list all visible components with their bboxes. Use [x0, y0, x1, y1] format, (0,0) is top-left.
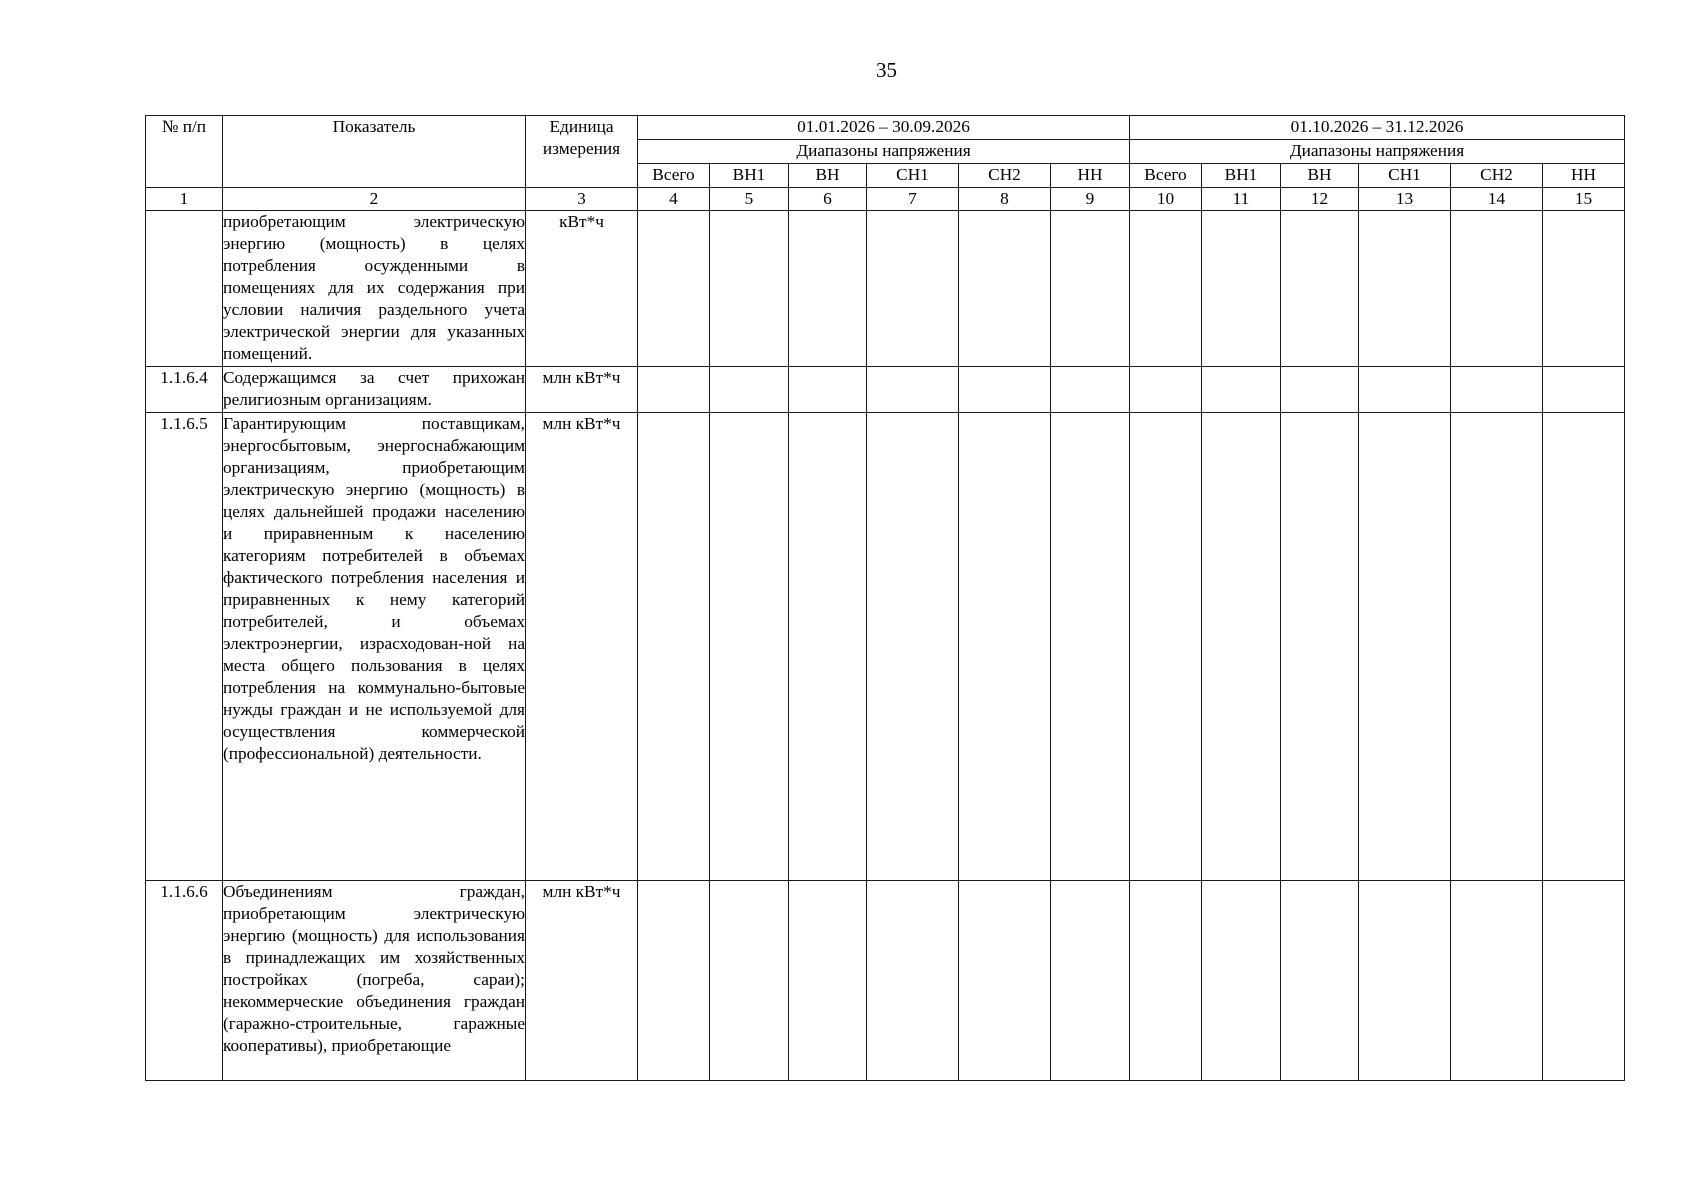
row-indicator: Содержащимся за счет прихожан религиозным организациям. — [223, 367, 526, 413]
value-cell — [1543, 211, 1625, 367]
header-period-1: 01.01.2026 – 30.09.2026 — [638, 116, 1130, 140]
column-number: 6 — [789, 188, 867, 211]
column-number: 9 — [1051, 188, 1130, 211]
value-cell — [1451, 413, 1543, 881]
header-ranges-1: Диапазоны напряжения — [638, 140, 1130, 164]
value-cell — [867, 413, 959, 881]
row-number: 1.1.6.4 — [146, 367, 223, 413]
table-row — [146, 367, 1625, 413]
subcol-vn-2: ВН — [1281, 164, 1359, 188]
column-number: 4 — [638, 188, 710, 211]
value-cell — [638, 881, 710, 1081]
row-indicator: Объединениям граждан, приобретающим электрическую энергию (мощность) для использования в принадлежащих им хозяйственных постройках (погреба, сараи); некоммерческие объединения граждан (гаражно-строительные, гаражные кооперативы), приобретающие — [223, 881, 526, 1081]
value-cell — [959, 211, 1051, 367]
column-number: 8 — [959, 188, 1051, 211]
subcol-vn-1: ВН — [789, 164, 867, 188]
value-cell — [1543, 881, 1625, 1081]
column-number: 15 — [1543, 188, 1625, 211]
value-cell — [1359, 211, 1451, 367]
row-unit: кВт*ч — [526, 211, 638, 367]
header-col-unit: Единица измерения — [526, 116, 638, 188]
subcol-total-2: Всего — [1130, 164, 1202, 188]
value-cell — [789, 413, 867, 881]
value-cell — [1543, 367, 1625, 413]
column-number: 7 — [867, 188, 959, 211]
value-cell — [867, 211, 959, 367]
value-cell — [1051, 881, 1130, 1081]
value-cell — [1359, 881, 1451, 1081]
value-cell — [1130, 211, 1202, 367]
value-cell — [1202, 367, 1281, 413]
value-cell — [710, 881, 789, 1081]
row-unit: млн кВт*ч — [526, 367, 638, 413]
subcol-vn1-1: ВН1 — [710, 164, 789, 188]
subcol-nn-1: НН — [1051, 164, 1130, 188]
value-cell — [867, 881, 959, 1081]
value-cell — [1281, 413, 1359, 881]
value-cell — [638, 211, 710, 367]
value-cell — [638, 413, 710, 881]
value-cell — [638, 367, 710, 413]
column-number: 12 — [1281, 188, 1359, 211]
row-indicator: Гарантирующим поставщикам, энергосбытовым, энергоснабжающим организациям, приобретающим электрическую энергию (мощность) в целях дальнейшей продажи населению и приравненным к населению категориям потребителей в объемах фактического потребления населения и приравненных к нему категорий потребителей, и объемах электроэнергии, израсходован-ной на места общего пользования в целях потребления на коммунально-бытовые нужды граждан и не используемой для осуществления коммерческой (профессиональной) деятельности. — [223, 413, 526, 881]
row-unit: млн кВт*ч — [526, 881, 638, 1081]
value-cell — [1543, 413, 1625, 881]
column-number: 13 — [1359, 188, 1451, 211]
column-number: 11 — [1202, 188, 1281, 211]
value-cell — [1202, 211, 1281, 367]
row-unit: млн кВт*ч — [526, 413, 638, 881]
subcol-vn1-2: ВН1 — [1202, 164, 1281, 188]
value-cell — [867, 367, 959, 413]
value-cell — [710, 413, 789, 881]
value-cell — [789, 881, 867, 1081]
value-cell — [959, 881, 1051, 1081]
column-number: 3 — [526, 188, 638, 211]
value-cell — [1051, 367, 1130, 413]
page-number: 35 — [876, 58, 897, 82]
value-cell — [1130, 367, 1202, 413]
value-cell — [789, 367, 867, 413]
value-cell — [959, 413, 1051, 881]
table-row — [146, 413, 1625, 881]
value-cell — [959, 367, 1051, 413]
row-number — [146, 211, 223, 367]
value-cell — [1359, 367, 1451, 413]
row-number: 1.1.6.6 — [146, 881, 223, 1081]
header-col-no: № п/п — [146, 116, 223, 188]
subcol-sn1-2: СН1 — [1359, 164, 1451, 188]
table-row — [146, 881, 1625, 1081]
value-cell — [1202, 413, 1281, 881]
column-number-row — [146, 188, 1625, 211]
value-cell — [1051, 413, 1130, 881]
value-cell — [1281, 367, 1359, 413]
value-cell — [710, 211, 789, 367]
table-row — [146, 211, 1625, 367]
value-cell — [1202, 881, 1281, 1081]
row-number: 1.1.6.5 — [146, 413, 223, 881]
value-cell — [710, 367, 789, 413]
value-cell — [1130, 413, 1202, 881]
column-number: 14 — [1451, 188, 1543, 211]
header-col-indicator: Показатель — [223, 116, 526, 188]
subcol-sn2-1: СН2 — [959, 164, 1051, 188]
header-ranges-2: Диапазоны напряжения — [1130, 140, 1625, 164]
value-cell — [1451, 881, 1543, 1081]
column-number: 5 — [710, 188, 789, 211]
value-cell — [1451, 367, 1543, 413]
value-cell — [1359, 413, 1451, 881]
column-number: 10 — [1130, 188, 1202, 211]
subcol-nn-2: НН — [1543, 164, 1625, 188]
column-number: 2 — [223, 188, 526, 211]
value-cell — [1130, 881, 1202, 1081]
subcol-total-1: Всего — [638, 164, 710, 188]
subcol-sn2-2: СН2 — [1451, 164, 1543, 188]
value-cell — [1051, 211, 1130, 367]
row-indicator: приобретающим электрическую энергию (мощность) в целях потребления осужденными в помещениях для их содержания при условии наличия раздельного учета электрической энергии для указанных помещений. — [223, 211, 526, 367]
header-period-2: 01.10.2026 – 31.12.2026 — [1130, 116, 1625, 140]
value-cell — [789, 211, 867, 367]
subcol-sn1-1: СН1 — [867, 164, 959, 188]
value-cell — [1451, 211, 1543, 367]
column-number: 1 — [146, 188, 223, 211]
indicators-table — [145, 115, 1625, 1081]
header-row-periods — [146, 116, 1625, 140]
value-cell — [1281, 881, 1359, 1081]
value-cell — [1281, 211, 1359, 367]
